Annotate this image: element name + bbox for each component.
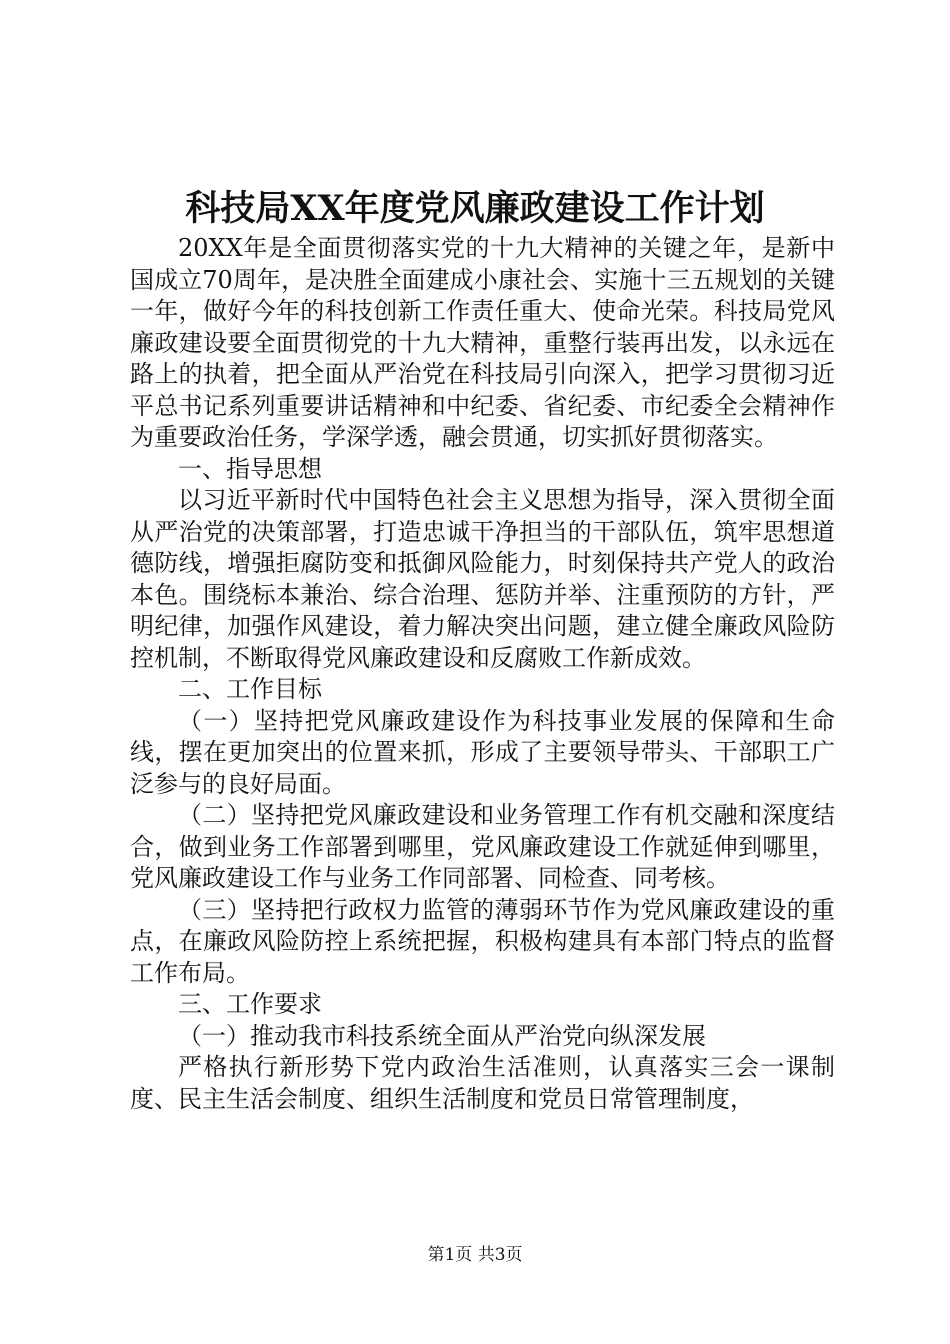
requirement-1-subheading: （一）推动我市科技系统全面从严治党向纵深发展	[178, 1021, 706, 1050]
work-goal-3-paragraph: （三）坚持把行政权力监管的薄弱环节作为党风廉政建设的重点，在廉政风险防控上系统把握，积极构建具有本部门特点的监督工作布局。	[130, 895, 835, 987]
guiding-ideology-paragraph: 以习近平新时代中国特色社会主义思想为指导，深入贯彻全面从严治党的决策部署，打造忠诚干净担当的干部队伍，筑牢思想道德防线，增强拒腐防变和抵御风险能力，时刻保持共产党人的政治本色。围绕标本兼治、综合治理、惩防并举、注重预防的方针，严明纪律，加强作风建设，着力解决突出问题，建立健全廉政风险防控机制，不断取得党风廉政建设和反腐败工作新成效。	[130, 486, 835, 672]
page-footer: 第1页 共3页	[427, 1245, 523, 1265]
section-heading-work-requirements: 三、工作要求	[178, 990, 322, 1018]
work-goal-1-paragraph: （一）坚持把党风廉政建设作为科技事业发展的保障和生命线，摆在更加突出的位置来抓，形成了主要领导带头、干部职工广泛参与的良好局面。	[130, 706, 835, 798]
section-heading-guiding-ideology: 一、指导思想	[178, 454, 322, 483]
intro-paragraph: 20XX年是全面贯彻落实党的十九大精神的关键之年，是新中国成立70周年，是决胜全面建成小康社会、实施十三五规划的关键一年，做好今年的科技创新工作责任重大、使命光荣。科技局党风廉政建设要全面贯彻党的十九大精神，重整行装再出发，以永远在路上的执着，把全面从严治党在科技局引向深入，把学习贯彻习近平总书记系列重要讲话精神和中纪委、省纪委、市纪委全会精神作为重要政治任务，学深学透，融会贯通，切实抓好贯彻落实。	[130, 234, 835, 451]
section-heading-work-goals: 二、工作目标	[178, 675, 322, 703]
document-body	[130, 233, 835, 1115]
requirement-1-paragraph: 严格执行新形势下党内政治生活准则，认真落实三会一课制度、民主生活会制度、组织生活制度和党员日常管理制度，	[130, 1053, 835, 1113]
work-goal-2-paragraph: （二）坚持把党风廉政建设和业务管理工作有机交融和深度结合，做到业务工作部署到哪里，党风廉政建设工作就延伸到哪里，党风廉政建设工作与业务工作同部署、同检查、同考核。	[130, 801, 835, 892]
document-title: 科技局XX年度党风廉政建设工作计划	[185, 188, 765, 229]
